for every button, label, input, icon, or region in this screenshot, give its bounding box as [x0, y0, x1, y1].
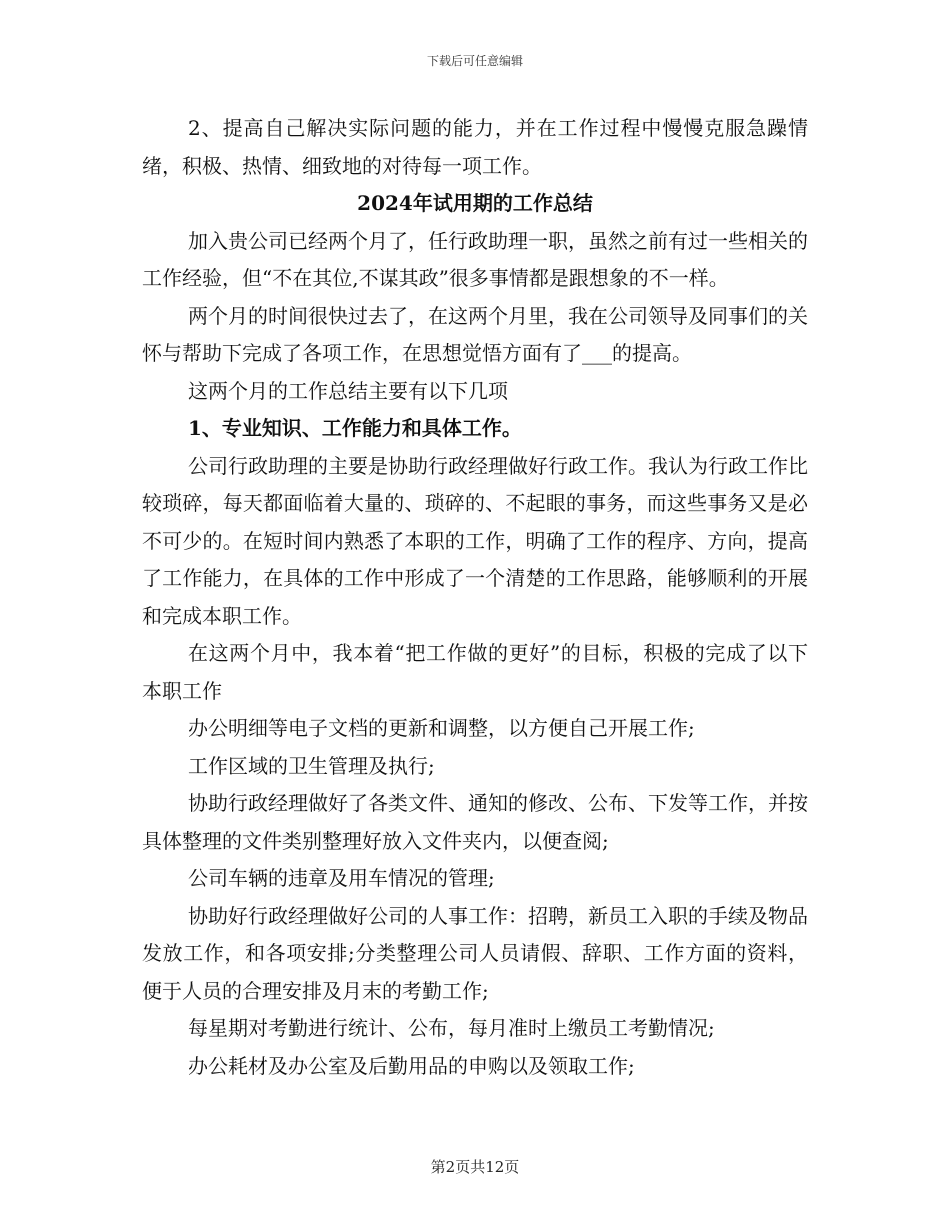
paragraph-hr-work: 协助好行政经理做好公司的人事工作：招聘，新员工入职的手续及物品发放工作，和各项安排;分类整理公司人员请假、辞职、工作方面的资料，便于人员的合理安排及月末的考勤工作; — [142, 903, 808, 1003]
paragraph-improve-ability: 2、提高自己解决实际问题的能力，并在工作过程中慢慢克服急躁情绪，积极、热情、细致地的对待每一项工作。 — [142, 116, 808, 178]
document-body — [142, 110, 808, 1085]
paragraph-summary-intro: 这两个月的工作总结主要有以下几项 — [188, 378, 508, 403]
document-title: 2024年试用期的工作总结 — [357, 191, 593, 215]
paragraph-documents-assist: 协助行政经理做好了各类文件、通知的修改、公布、下发等工作，并按具体整理的文件类别整理好放入文件夹内，以便查阅; — [142, 791, 808, 853]
paragraph-supplies: 办公耗材及办公室及后勤用品的申购以及领取工作; — [188, 1053, 635, 1078]
paragraph-vehicles: 公司车辆的违章及用车情况的管理; — [188, 866, 495, 890]
section-heading-professional: 1、专业知识、工作能力和具体工作。 — [188, 416, 522, 440]
page-header-note: 下载后可任意编辑 — [426, 54, 523, 68]
paragraph-admin-assistant-role: 公司行政助理的主要是协助行政经理做好行政工作。我认为行政工作比较琐碎，每天都面临着大量的、琐碎的、不起眼的事务，而这些事务又是必不可少的。在短时间内熟悉了本职的工作，明确了工作的程序、方向，提高了工作能力，在具体的工作中形成了一个清楚的工作思路，能够顺利的开展和完成本职工作。 — [142, 453, 808, 628]
paragraph-joined-company: 加入贵公司已经两个月了，任行政助理一职，虽然之前有过一些相关的工作经验，但“不在其位,不谋其政”很多事情都是跟想象的不一样。 — [142, 228, 808, 290]
paragraph-two-months: 两个月的时间很快过去了，在这两个月里，我在公司领导及同事们的关怀与帮助下完成了各项工作，在思想觉悟方面有了___的提高。 — [142, 303, 808, 365]
paragraph-hygiene: 工作区域的卫生管理及执行; — [188, 753, 435, 778]
paragraph-electronic-docs: 办公明细等电子文档的更新和调整，以方便自己开展工作; — [188, 716, 695, 740]
page-number: 第2页共12页 — [430, 1158, 520, 1176]
paragraph-attendance: 每星期对考勤进行统计、公布，每月准时上缴员工考勤情况; — [188, 1016, 715, 1040]
paragraph-work-goal: 在这两个月中，我本着“把工作做的更好”的目标，积极的完成了以下本职工作 — [142, 641, 808, 703]
